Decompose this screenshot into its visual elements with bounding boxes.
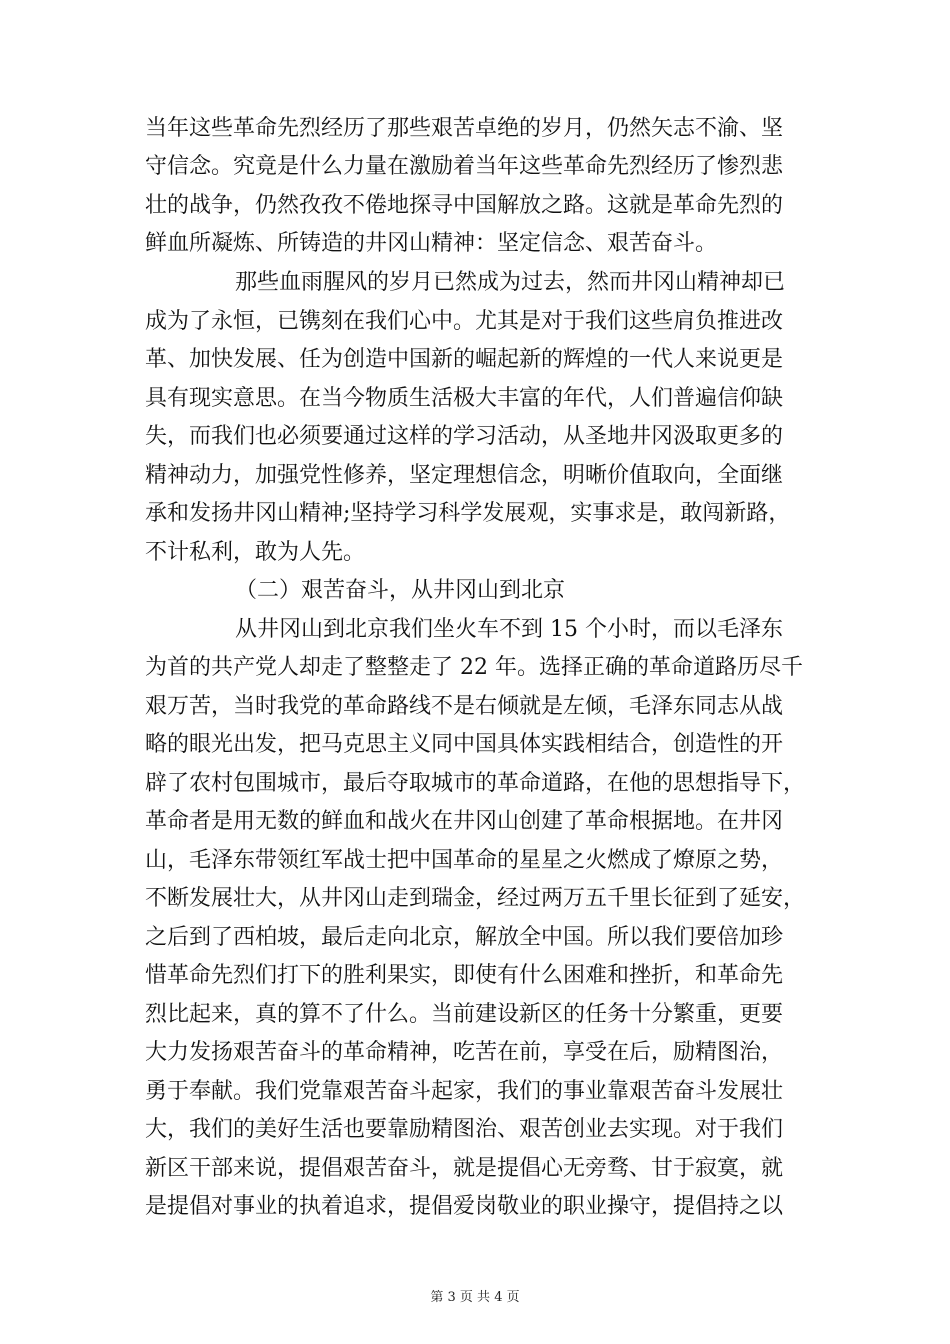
page-number-footer: 第 3 页 共 4 页 xyxy=(430,1290,520,1305)
body-text-line: 革命者是用无数的鲜血和战火在井冈山创建了革命根据地。在井冈 xyxy=(145,809,784,834)
body-text-line: 不计私利，敢为人先。 xyxy=(145,540,366,565)
body-text-line: 壮的战争，仍然孜孜不倦地探寻中国解放之路。这就是革命先烈的 xyxy=(145,193,784,218)
body-text-line: 大，我们的美好生活也要靠励精图治、艰苦创业去实现。对于我们 xyxy=(145,1117,784,1142)
body-text-line: 革、加快发展、任为创造中国新的崛起新的辉煌的一代人来说更是 xyxy=(145,347,784,372)
body-text-line: 为首的共产党人却走了整整走了 22 年。选择正确的革命道路历尽千 xyxy=(145,655,803,680)
body-text-line: 山，毛泽东带领红军战士把中国革命的星星之火燃成了燎原之势， xyxy=(145,848,784,873)
paragraph-first-line: 从井冈山到北京我们坐火车不到 15 个小时，而以毛泽东 xyxy=(235,617,783,642)
body-text-line: 失，而我们也必须要通过这样的学习活动，从圣地井冈汲取更多的 xyxy=(145,424,784,449)
section-heading: （二）艰苦奋斗，从井冈山到北京 xyxy=(235,578,566,603)
body-text-line: 具有现实意思。在当今物质生活极大丰富的年代，人们普遍信仰缺 xyxy=(145,386,784,411)
body-text-line: 艰万苦，当时我党的革命路线不是右倾就是左倾，毛泽东同志从战 xyxy=(145,694,784,719)
body-text-line: 大力发扬艰苦奋斗的革命精神，吃苦在前，享受在后，励精图治， xyxy=(145,1040,784,1065)
body-text-line: 勇于奉献。我们党靠艰苦奋斗起家，我们的事业靠艰苦奋斗发展壮 xyxy=(145,1079,784,1104)
body-text-line: 略的眼光出发，把马克思主义同中国具体实践相结合，创造性的开 xyxy=(145,732,784,757)
body-text-line: 承和发扬井冈山精神;坚持学习科学发展观，实事求是，敢闯新路， xyxy=(145,501,791,526)
body-text-line: 鲜血所凝炼、所铸造的井冈山精神：坚定信念、艰苦奋斗。 xyxy=(145,231,718,256)
body-text-line: 辟了农村包围城市，最后夺取城市的革命道路，在他的思想指导下， xyxy=(145,771,806,796)
body-text-line: 之后到了西柏坡，最后走向北京，解放全中国。所以我们要倍加珍 xyxy=(145,925,784,950)
body-text-line: 是提倡对事业的执着追求，提倡爱岗敬业的职业操守，提倡持之以 xyxy=(145,1194,784,1219)
body-text-line: 不断发展壮大，从井冈山走到瑞金，经过两万五千里长征到了延安， xyxy=(145,886,806,911)
body-text-line: 守信念。究竟是什么力量在激励着当年这些革命先烈经历了惨烈悲 xyxy=(145,154,784,179)
body-text-line: 惜革命先烈们打下的胜利果实，即使有什么困难和挫折，和革命先 xyxy=(145,963,784,988)
body-text-line: 新区干部来说，提倡艰苦奋斗，就是提倡心无旁骛、甘于寂寞，就 xyxy=(145,1156,784,1181)
body-text-line: 烈比起来，真的算不了什么。当前建设新区的任务十分繁重，更要 xyxy=(145,1002,784,1027)
body-text-line: 精神动力，加强党性修养，坚定理想信念，明晰价值取向，全面继 xyxy=(145,463,784,488)
body-text-line: 当年这些革命先烈经历了那些艰苦卓绝的岁月，仍然矢志不渝、坚 xyxy=(145,116,784,141)
paragraph-first-line: 那些血雨腥风的岁月已然成为过去，然而井冈山精神却已 xyxy=(235,270,786,295)
body-text-line: 成为了永恒，已镌刻在我们心中。尤其是对于我们这些肩负推进改 xyxy=(145,309,784,334)
